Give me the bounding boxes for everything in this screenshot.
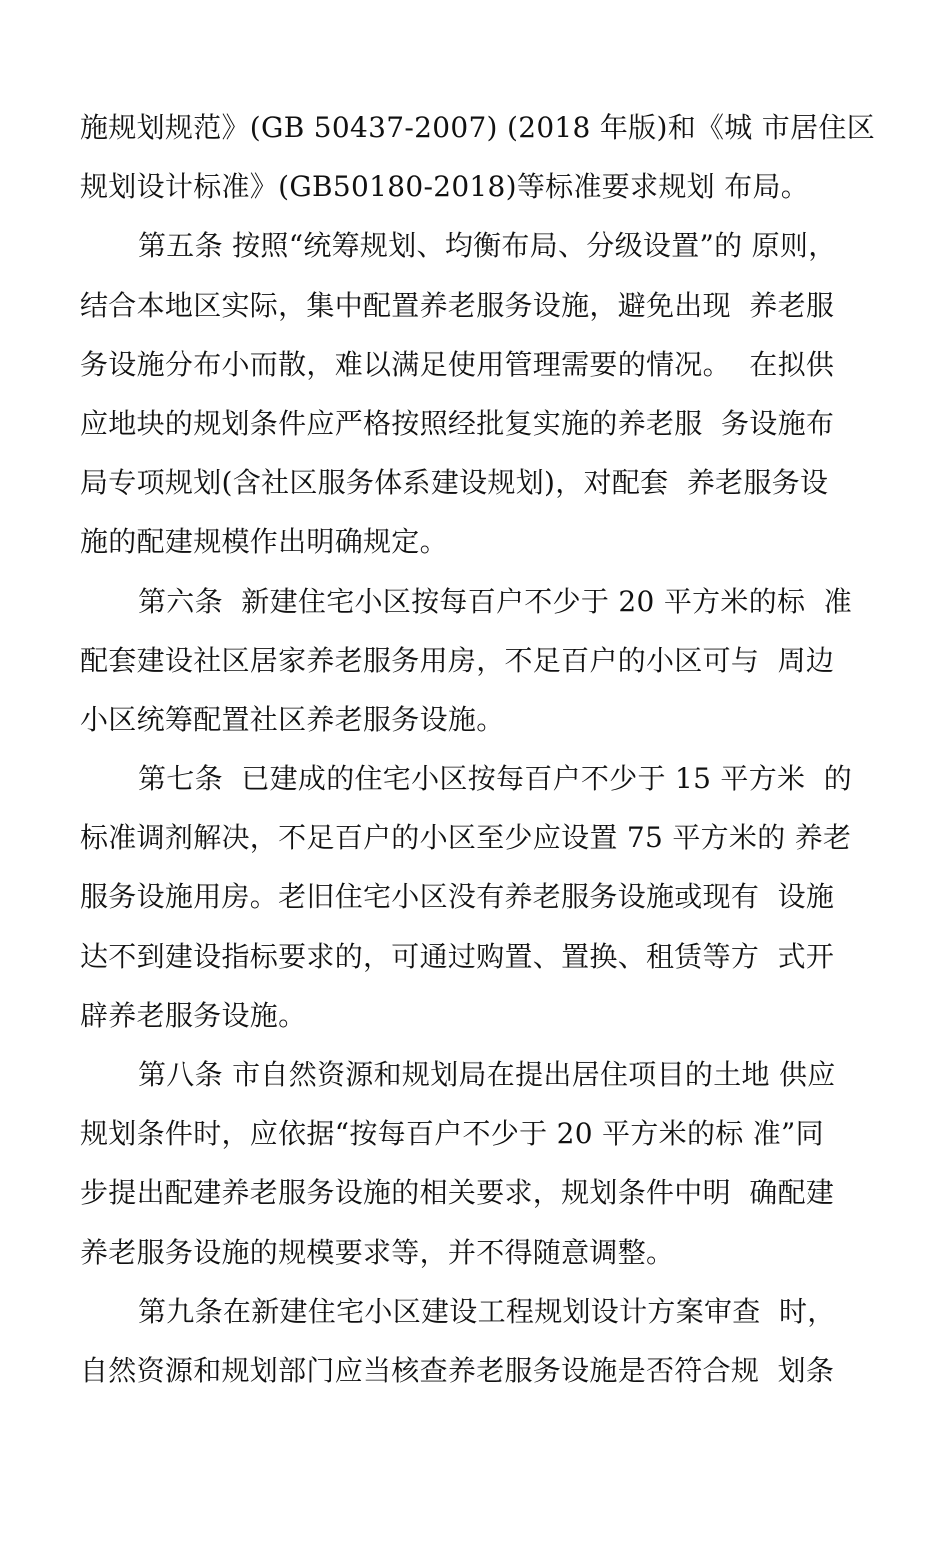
article-5-line-1: 第五条 按照“统筹规划、均衡布局、分级设置”的 原则， — [138, 229, 837, 263]
text-line-6: 应地块的规划条件应严格按照经批复实施的养老服 务设施布 — [80, 406, 835, 440]
article-6-line-1: 第六条 新建住宅小区按每百户不少于 20 平方米的标 准 — [138, 584, 853, 618]
text-line-10: 配套建设社区居家养老服务用房，不足百户的小区可与 周边 — [80, 643, 835, 677]
article-7-line-1: 第七条 已建成的住宅小区按每百户不少于 15 平方米 的 — [138, 762, 853, 796]
text-line-11: 小区统筹配置社区养老服务设施。 — [80, 702, 505, 736]
text-line-15: 达不到建设指标要求的，可通过购置、置换、租赁等方 式开 — [80, 939, 835, 973]
text-line-2: 规划设计标准》(GB50180-2018)等标准要求规划 布局。 — [80, 170, 810, 204]
text-line-22: 自然资源和规划部门应当核查养老服务设施是否符合规 划条 — [80, 1353, 835, 1387]
text-line-8: 施的配建规模作出明确规定。 — [80, 525, 448, 559]
text-line-7: 局专项规划(含社区服务体系建设规划)，对配套 养老服务设 — [80, 466, 829, 500]
text-line-13: 标准调剂解决，不足百户的小区至少应设置 75 平方米的 养老 — [80, 821, 852, 855]
text-line-14: 服务设施用房。老旧住宅小区没有养老服务设施或现有 设施 — [80, 880, 835, 914]
text-line-4: 结合本地区实际，集中配置养老服务设施，避免出现 养老服 — [80, 288, 835, 322]
article-9-line-1: 第九条在新建住宅小区建设工程规划设计方案审查 时， — [138, 1294, 836, 1328]
text-line-16: 辟养老服务设施。 — [80, 998, 307, 1032]
document-body — [80, 98, 880, 1400]
article-8-line-1: 第八条 市自然资源和规划局在提出居住项目的土地 供应 — [138, 1058, 836, 1091]
text-line-1: 施规划规范》(GB 50437-2007) (2018 年版)和《城 市居住区 — [80, 111, 875, 144]
text-line-19: 步提出配建养老服务设施的相关要求，规划条件中明 确配建 — [80, 1176, 835, 1210]
text-line-20: 养老服务设施的规模要求等，并不得随意调整。 — [80, 1235, 675, 1269]
text-line-18: 规划条件时，应依据“按每百户不少于 20 平方米的标 准”同 — [80, 1117, 824, 1151]
text-line-5: 务设施分布小而散，难以满足使用管理需要的情况。 在拟供 — [80, 347, 835, 381]
